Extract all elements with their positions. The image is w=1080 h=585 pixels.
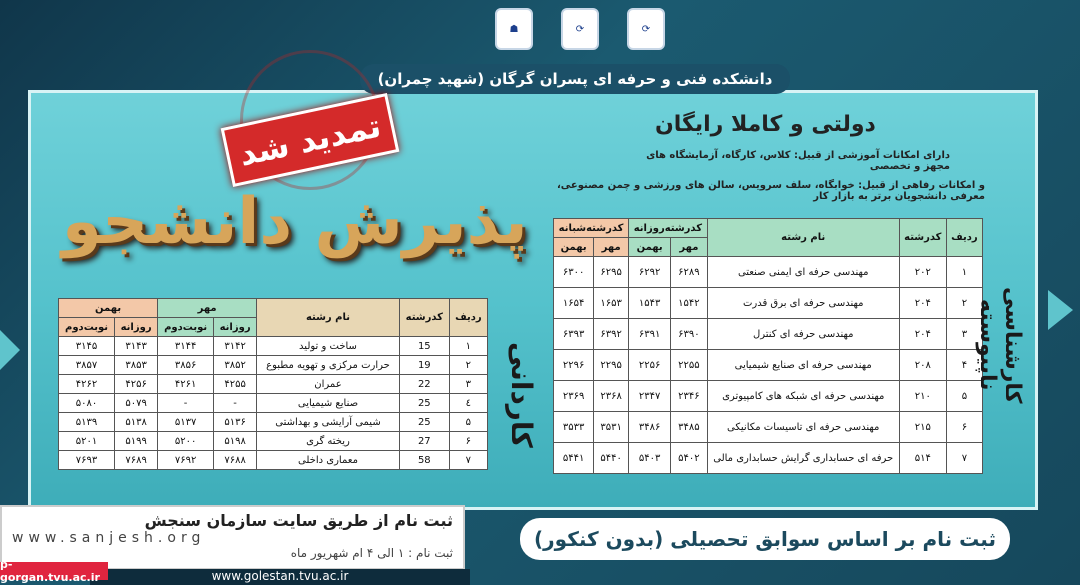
kardani-label: کاردانی (505, 342, 538, 448)
row-bahman-daily: ۷۶۸۹ (115, 451, 158, 470)
row-name: ساخت و تولید (257, 337, 400, 356)
row-number: ٤ (449, 394, 487, 413)
row-night-mehr: ۲۲۹۵ (594, 350, 629, 381)
sanjesh-site[interactable]: www.sanjesh.org (12, 530, 206, 546)
row-code: 15 (399, 337, 449, 356)
row-name: حرارت مرکزی و تهویه مطبوع (257, 356, 400, 375)
col-code: کدرشته (899, 219, 946, 257)
row-mehr-daily: ۵۱۹۸ (214, 432, 257, 451)
row-mehr-night: ۵۱۳۷ (158, 413, 214, 432)
row-night-bahman: ۲۳۶۹ (554, 381, 594, 412)
row-code: 27 (399, 432, 449, 451)
row-daily-mehr: ۵۴۰۲ (671, 443, 708, 474)
table-row (59, 451, 488, 470)
row-name: صنایع شیمیایی (257, 394, 400, 413)
site-badge[interactable]: p-gorgan.tvu.ac.ir (0, 562, 108, 580)
table-row (554, 319, 983, 350)
row-daily-mehr: ۲۲۵۵ (671, 350, 708, 381)
row-night-mehr: ۳۵۳۱ (594, 412, 629, 443)
kardani-table (58, 298, 488, 470)
row-code: 25 (399, 394, 449, 413)
row-bahman-night: ۳۸۵۷ (59, 356, 115, 375)
row-mehr-night: ۳۱۴۴ (158, 337, 214, 356)
karshenasi-table (553, 218, 983, 474)
row-night-bahman: ۱۶۵۴ (554, 288, 594, 319)
row-daily-mehr: ۶۳۹۰ (671, 319, 708, 350)
row-mehr-daily: ۳۸۵۲ (214, 356, 257, 375)
col-bahman: بهمن (629, 238, 671, 257)
row-daily-bahman: ۲۲۵۶ (629, 350, 671, 381)
row-bahman-night: ۷۶۹۳ (59, 451, 115, 470)
row-mehr-daily: ۷۶۸۸ (214, 451, 257, 470)
row-daily-mehr: ۳۴۸۵ (671, 412, 708, 443)
karshenasi-label: کارشناسی ناپیوسته (975, 286, 1025, 404)
row-name: ریخته گری (257, 432, 400, 451)
row-code: 58 (399, 451, 449, 470)
tvu-logo-icon: ⟳ (561, 8, 599, 50)
row-number: ۳ (449, 375, 487, 394)
registration-date: ثبت نام : ۱ الی ۴ ام شهریور ماه (290, 546, 453, 560)
row-night-mehr: ۶۲۹۵ (594, 257, 629, 288)
col-daily-code: کدرشته‌روزانه (629, 219, 708, 238)
row-bahman-night: ۵۰۸۰ (59, 394, 115, 413)
row-code: 25 (399, 413, 449, 432)
row-mehr-daily: ۴۲۵۵ (214, 375, 257, 394)
table-row (554, 257, 983, 288)
table-row (59, 356, 488, 375)
col-night: نوبت‌دوم (158, 318, 214, 337)
row-night-mehr: ۲۳۶۸ (594, 381, 629, 412)
row-bahman-night: ۵۲۰۱ (59, 432, 115, 451)
table-row (554, 412, 983, 443)
row-name: مهندسی حرفه ای صنایع شیمیایی (707, 350, 899, 381)
row-bahman-night: ۵۱۳۹ (59, 413, 115, 432)
table-row (59, 375, 488, 394)
col-mehr: مهر (594, 238, 629, 257)
row-mehr-daily: ۳۱۴۲ (214, 337, 257, 356)
row-daily-bahman: ۳۴۸۶ (629, 412, 671, 443)
row-night-mehr: ۵۴۴۰ (594, 443, 629, 474)
row-name: مهندسی حرفه ای شبکه های کامپیوتری (707, 381, 899, 412)
row-code: ۲۰۴ (899, 288, 946, 319)
left-arrow-decoration (0, 330, 20, 370)
row-night-bahman: ۶۳۹۳ (554, 319, 594, 350)
row-daily-bahman: ۶۳۹۱ (629, 319, 671, 350)
registration-line: ثبت نام از طریق سایت سازمان سنجش (144, 511, 453, 530)
footer-url[interactable]: www.golestan.tvu.ac.ir (90, 569, 470, 585)
admission-title: پذیرش دانشجو (62, 185, 528, 259)
features-line-1: دارای امکانات آموزشی از قبیل: کلاس، کارگاه، آزمایشگاه های مجهز و تخصصی (646, 150, 950, 172)
row-code: ۲۱۵ (899, 412, 946, 443)
row-code: ۵۱۴ (899, 443, 946, 474)
logo-row (495, 8, 665, 50)
row-name: مهندسی حرفه ای تاسیسات مکانیکی (707, 412, 899, 443)
row-number: ۶ (449, 432, 487, 451)
row-name: مهندسی حرفه ای کنترل (707, 319, 899, 350)
row-code: ۲۱۰ (899, 381, 946, 412)
row-mehr-night: ۷۶۹۲ (158, 451, 214, 470)
row-daily-mehr: ۶۲۸۹ (671, 257, 708, 288)
row-night-bahman: ۶۳۰۰ (554, 257, 594, 288)
col-name: نام رشته (257, 299, 400, 337)
row-name: مهندسی حرفه ای برق قدرت (707, 288, 899, 319)
table-row (59, 337, 488, 356)
row-number: ۳ (946, 319, 982, 350)
features-line-2: و امکانات رفاهی از قبیل: خوابگاه، سلف سرویس، سالن های ورزشی و چمن مصنوعی، معرفی دانشجویان برتر به بازار کار (556, 180, 985, 202)
row-daily-bahman: ۶۲۹۲ (629, 257, 671, 288)
table-row (554, 350, 983, 381)
table-row (554, 288, 983, 319)
registration-banner: ثبت نام بر اساس سوابق تحصیلی (بدون کنکور) (520, 518, 1010, 560)
row-daily-bahman: ۵۴۰۳ (629, 443, 671, 474)
table-row (59, 432, 488, 451)
row-bahman-daily: ۳۸۵۳ (115, 356, 158, 375)
row-bahman-night: ۴۲۶۲ (59, 375, 115, 394)
row-mehr-night: ۳۸۵۶ (158, 356, 214, 375)
row-night-bahman: ۲۲۹۶ (554, 350, 594, 381)
col-bahman: بهمن (554, 238, 594, 257)
emblem-icon: ☗ (495, 8, 533, 50)
col-night: نوبت‌دوم (59, 318, 115, 337)
row-night-mehr: ۶۳۹۲ (594, 319, 629, 350)
right-arrow-decoration (1048, 290, 1073, 330)
row-mehr-daily: ۵۱۳۶ (214, 413, 257, 432)
row-number: ۲ (946, 288, 982, 319)
col-bahman: بهمن (59, 299, 158, 318)
col-daily: روزانه (214, 318, 257, 337)
row-number: ۵ (946, 381, 982, 412)
row-mehr-night: - (158, 394, 214, 413)
row-bahman-daily: ۵۱۹۹ (115, 432, 158, 451)
row-daily-mehr: ۲۳۴۶ (671, 381, 708, 412)
row-name: معماری داخلی (257, 451, 400, 470)
table-row (554, 381, 983, 412)
row-daily-bahman: ۱۵۴۳ (629, 288, 671, 319)
row-night-mehr: ۱۶۵۳ (594, 288, 629, 319)
col-radif: ردیف (449, 299, 487, 337)
row-name: حرفه ای حسابداری گرایش حسابداری مالی (707, 443, 899, 474)
table-row (59, 413, 488, 432)
row-bahman-daily: ۵۰۷۹ (115, 394, 158, 413)
extended-stamp: تمدید شد (221, 93, 400, 187)
row-code: 19 (399, 356, 449, 375)
row-number: ۱ (946, 257, 982, 288)
headline: دولتی و کاملا رایگان (655, 112, 876, 137)
table-row (59, 394, 488, 413)
col-radif: ردیف (946, 219, 982, 257)
table-row (554, 443, 983, 474)
row-bahman-night: ۳۱۴۵ (59, 337, 115, 356)
row-mehr-daily: - (214, 394, 257, 413)
col-name: نام رشته (707, 219, 899, 257)
col-mehr: مهر (671, 238, 708, 257)
row-number: ۱ (449, 337, 487, 356)
row-number: ۵ (449, 413, 487, 432)
row-name: عمران (257, 375, 400, 394)
row-number: ۷ (449, 451, 487, 470)
col-daily: روزانه (115, 318, 158, 337)
college-title-bar (360, 64, 790, 94)
row-mehr-night: ۴۲۶۱ (158, 375, 214, 394)
row-night-bahman: ۳۵۳۳ (554, 412, 594, 443)
col-mehr: مهر (158, 299, 257, 318)
row-code: ۲۰۴ (899, 319, 946, 350)
row-night-bahman: ۵۴۴۱ (554, 443, 594, 474)
row-daily-mehr: ۱۵۴۲ (671, 288, 708, 319)
row-bahman-daily: ۳۱۴۳ (115, 337, 158, 356)
col-code: کدرشته (399, 299, 449, 337)
row-number: ۶ (946, 412, 982, 443)
row-code: ۲۰۸ (899, 350, 946, 381)
row-bahman-daily: ۵۱۳۸ (115, 413, 158, 432)
row-name: مهندسی حرفه ای ایمنی صنعتی (707, 257, 899, 288)
row-daily-bahman: ۲۳۴۷ (629, 381, 671, 412)
col-night-code: کدرشته‌شبانه (554, 219, 629, 238)
row-name: شیمی آرایشی و بهداشتی (257, 413, 400, 432)
row-mehr-night: ۵۲۰۰ (158, 432, 214, 451)
row-number: ۲ (449, 356, 487, 375)
row-number: ۴ (946, 350, 982, 381)
row-bahman-daily: ۴۲۵۶ (115, 375, 158, 394)
tvu-logo-icon: ⟳ (627, 8, 665, 50)
row-code: 22 (399, 375, 449, 394)
row-number: ۷ (946, 443, 982, 474)
college-title: دانشکده فنی و حرفه ای پسران گرگان (شهید چمران) (377, 70, 773, 88)
row-code: ۲۰۲ (899, 257, 946, 288)
